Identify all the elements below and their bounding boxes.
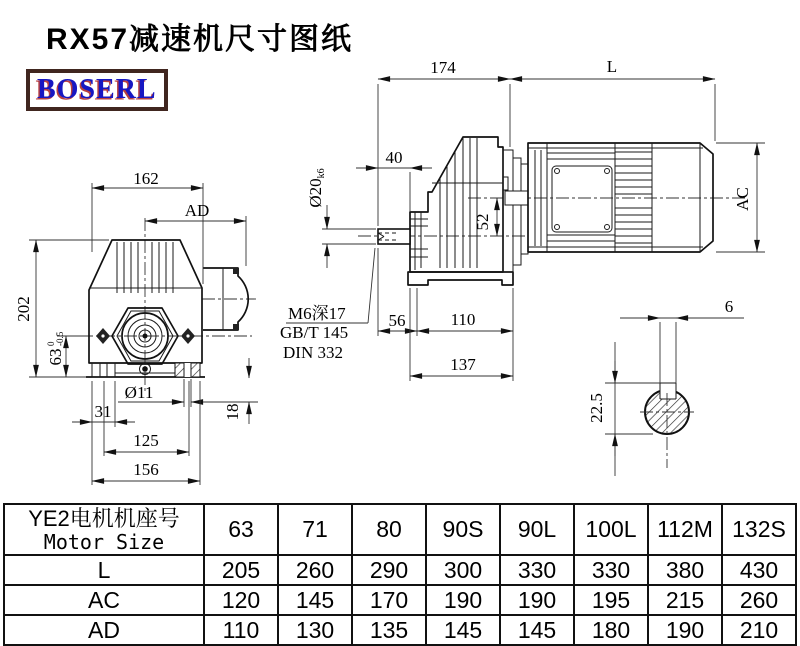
gearbox-side-outline: [410, 137, 503, 272]
gearbox-feet: [408, 272, 513, 285]
table-cell: 300: [426, 555, 500, 585]
table-cell: 430: [722, 555, 796, 585]
foot-right-section: [175, 363, 200, 377]
motor-size-label-en: Motor Size: [43, 530, 165, 555]
table-row-AD: [4, 615, 796, 645]
table-cell: 215: [648, 585, 722, 615]
motor-adapter: [503, 150, 528, 272]
front-view-drawing: [14, 169, 258, 485]
dim-overall-height-label: 202: [14, 296, 33, 322]
col-header: 63: [204, 504, 278, 555]
shaft-section-detail: [587, 297, 744, 476]
col-header: 132S: [722, 504, 796, 555]
note-standard-din: DIN 332: [283, 343, 343, 362]
table-cell: 170: [352, 585, 426, 615]
svg-text:0: 0: [46, 341, 56, 346]
dim-axis-offset-label: 52: [473, 213, 492, 231]
brand-logo: [26, 69, 168, 111]
brand-logo-text: BOSERL: [37, 74, 157, 105]
table-cell: 190: [648, 615, 722, 645]
side-view-drawing: [280, 57, 765, 381]
svg-text:63: 63: [46, 348, 65, 366]
table-cell: 190: [500, 585, 574, 615]
table-cell: 190: [426, 585, 500, 615]
table-row-L: [4, 555, 796, 585]
row-label: AC: [4, 585, 204, 615]
col-header: 100L: [574, 504, 648, 555]
table-header-motor-size: [4, 504, 204, 555]
row-label: AD: [4, 615, 204, 645]
note-standard-gb: GB/T 145: [280, 323, 349, 342]
housing-outline: [89, 240, 202, 363]
output-shaft: [378, 229, 410, 244]
table-cell: 195: [574, 585, 648, 615]
motor-body: [528, 143, 713, 252]
table-cell: 290: [352, 555, 426, 585]
dim-motor-length-label: L: [606, 57, 618, 76]
table-cell: 330: [574, 555, 648, 585]
table-cell: 130: [278, 615, 352, 645]
table-header-row: [4, 504, 796, 555]
motor-frame-window: [552, 166, 612, 232]
dim-shaft-length-label: 40: [385, 148, 403, 167]
dim-foot-width-label: 31: [94, 402, 112, 421]
col-header: 90S: [426, 504, 500, 555]
foot-left: [92, 363, 115, 377]
dim-housing-length-label: 174: [430, 58, 456, 77]
col-header: 90L: [500, 504, 574, 555]
table-cell: 330: [500, 555, 574, 585]
dim-foot-length-label: 137: [450, 355, 476, 374]
page-title: RX57减速机尺寸图纸: [46, 23, 354, 56]
svg-text:-0.5: -0.5: [55, 331, 65, 346]
note-tapped-hole: M6深17: [288, 304, 346, 323]
dim-foot-hole-dia-label: Ø11: [124, 383, 154, 402]
table-cell: 145: [278, 585, 352, 615]
col-header: 71: [278, 504, 352, 555]
table-cell: 145: [500, 615, 574, 645]
table-cell: 180: [574, 615, 648, 645]
dim-base-width-label: 156: [133, 460, 159, 479]
table-cell: 205: [204, 555, 278, 585]
dim-shaft-to-foot-label: 56: [388, 311, 406, 330]
table-cell: 210: [722, 615, 796, 645]
dim-key-width-label: 6: [724, 297, 734, 316]
gearbox-front-rings: [410, 212, 428, 270]
dim-foot-hole-span-label: 125: [133, 431, 159, 450]
table-cell: 110: [204, 615, 278, 645]
table-cell: 260: [278, 555, 352, 585]
dim-ad-label: AD: [184, 201, 210, 220]
dim-shaft-dia-label: Ø20k6: [306, 168, 327, 208]
table-cell: 260: [722, 585, 796, 615]
table-row-AC: [4, 585, 796, 615]
dim-motor-dia-label: AC: [733, 187, 752, 211]
table-cell: 135: [352, 615, 426, 645]
dim-keyway-height-label: 22.5: [587, 393, 606, 423]
dim-overall-width-label: 162: [133, 169, 159, 188]
table-cell: 145: [426, 615, 500, 645]
motor-size-table: [3, 503, 797, 646]
col-header: 112M: [648, 504, 722, 555]
table-cell: 120: [204, 585, 278, 615]
gearbox-ribs: [440, 138, 477, 268]
col-header: 80: [352, 504, 426, 555]
table-cell: 380: [648, 555, 722, 585]
motor-size-label-cn: YE2电机机座号: [28, 505, 180, 531]
dim-shaft-height-label: [46, 331, 65, 365]
row-label: L: [4, 555, 204, 585]
dim-foot-thickness-label: 18: [223, 403, 242, 421]
dim-foot-span-label: 110: [450, 310, 476, 329]
